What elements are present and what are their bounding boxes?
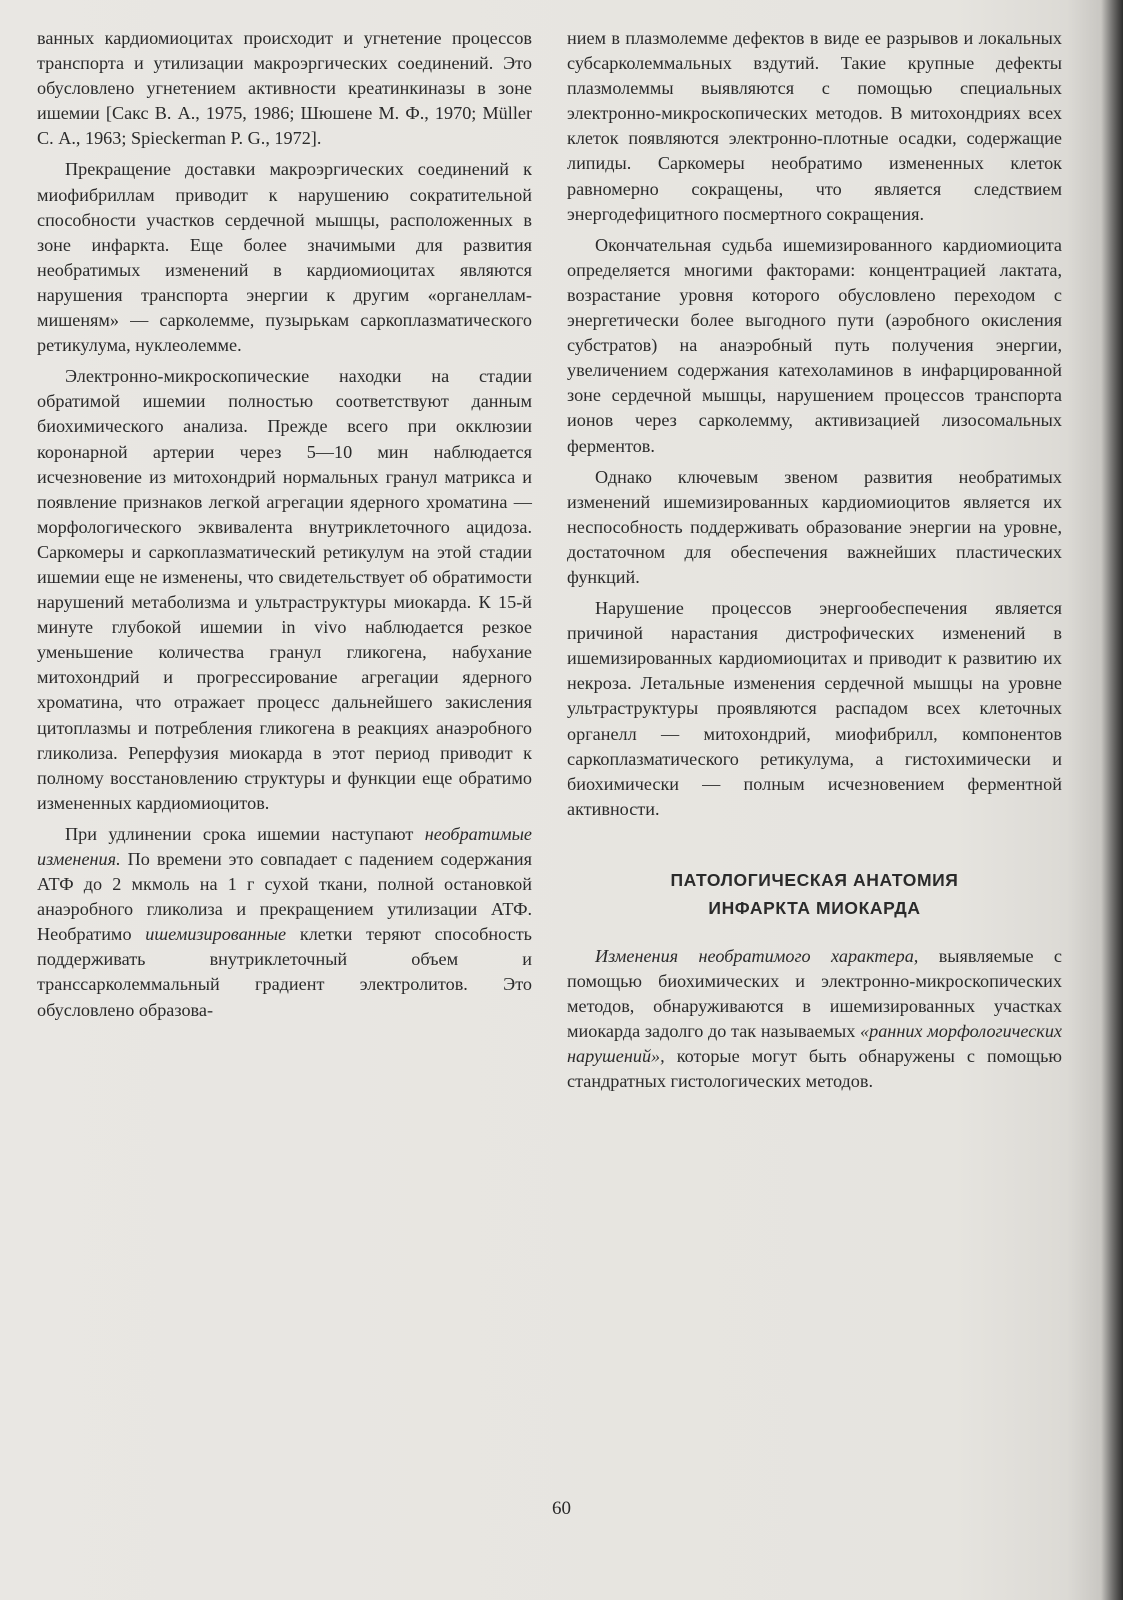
page-edge-shadow	[1101, 0, 1123, 1600]
italic-text: ишемизированные	[145, 924, 287, 945]
text-run: Прекращение доставки макроэргических соединений к миофибриллам приводит к нарушению сократительной способности участков сердечной мышцы, расположенных в зоне инфаркта. Еще более значимыми для развития необратимых изменений в кардиомиоцитах являются нарушения транспорта энергии к другим «органеллам-мишеням» — сарколемме, пузырькам саркоплазматического ретикулума, нуклеолемме.	[37, 159, 532, 356]
section-heading	[567, 866, 1062, 922]
text-run: При удлинении срока ишемии наступают	[65, 823, 425, 844]
paragraph	[567, 465, 1062, 590]
text-run: Однако ключевым звеном развития необратимых изменений ишемизированных кардиомиоцитов является их неспособность поддерживать образование энергии на уровне, достаточном для обеспечения важнейших пластических функций.	[567, 466, 1062, 587]
paragraph	[567, 944, 1062, 1095]
text-run: клетки теряют способность поддерживать внутриклеточный объем и транссарколеммальный градиент электролитов. Это обусловлено образова-	[37, 924, 532, 1020]
paragraph	[37, 26, 532, 151]
left-text-column	[37, 26, 532, 1023]
italic-text: Изменения необратимого характера,	[595, 945, 919, 966]
paragraph	[37, 157, 532, 358]
section-heading-line2: ИНФАРКТА МИОКАРДА	[708, 897, 921, 918]
text-run: По времени это совпадает с падением содержания АТФ до 2 мкмоль на 1 г сухой ткани, полной остановкой анаэробного гликолиза и прекращением утилизации АТФ. Необратимо	[37, 849, 532, 945]
text-run: нием в плазмолемме дефектов в виде ее разрывов и локальных субсарколеммальных вздутий. Такие крупные дефекты плазмолеммы выявляются с помощью специальных электронно-микроскопических методов. В митохондриях всех клеток появляются электронно-плотные осадки, содержащие липиды. Саркомеры необратимо измененных клеток равномерно сокращены, что является следствием энергодефицитного посмертного сокращения.	[567, 28, 1062, 224]
italic-text: «ранних морфологических нарушений»,	[567, 1021, 1062, 1067]
text-run: ванных кардиомиоцитах происходит и угнетение процессов транспорта и утилизации макроэргических соединений. Это обусловлено угнетением активности креатинкиназы в зоне ишемии [Сакс В. А., 1975, 1986; Шюшене М. Ф., 1970; Müller С. А., 1963; Spieckerman P. G., 1972].	[37, 28, 532, 149]
right-column-top-paragraphs	[567, 26, 1062, 822]
text-run: Окончательная судьба ишемизированного кардиомиоцита определяется многими факторами: концентрацией лактата, возрастание уровня которого обусловлено переходом с энергетически более выгодного пути (аэробного окисления субстратов) на анаэробный путь получения энергии, увеличением содержания катехоламинов в инфарцированной зоне сердечной мышцы, нарушением процессов транспорта ионов через сарколемму, активизацией лизосомальных ферментов.	[567, 234, 1062, 456]
right-text-column	[567, 26, 1062, 1094]
text-run: выявляемые с помощью биохимических и электронно-микроскопических методов, обнаруживаются в ишемизированных участках миокарда задолго до так называемых	[567, 945, 1062, 1042]
paragraph	[567, 596, 1062, 822]
paragraph	[567, 233, 1062, 459]
text-run: которые могут быть обнаружены с помощью стандратных гистологических методов.	[567, 1046, 1062, 1092]
page-number: 60	[552, 1498, 571, 1519]
right-column-bottom-paragraphs	[567, 944, 1062, 1095]
section-heading-line1: ПАТОЛОГИЧЕСКАЯ АНАТОМИЯ	[670, 869, 959, 890]
italic-text: необратимые изменения.	[37, 823, 532, 869]
text-run: Нарушение процессов энергообеспечения является причиной нарастания дистрофических изменений в ишемизированных кардиомиоцитах и приводит к развитию их некроза. Летальные изменения сердечной мышцы на уровне ультраструктуры проявляются распадом всех клеточных органелл — митохондрий, миофибрилл, компонентов саркоплазматического ретикулума, а гистохимически и биохимически — полным исчезновением ферментной активности.	[567, 598, 1062, 819]
paragraph	[37, 822, 532, 1023]
text-run: Электронно-микроскопические находки на стадии обратимой ишемии полностью соответствуют данным биохимического анализа. Прежде всего при окклюзии коронарной артерии через 5—10 мин наблюдается исчезновение из митохондрий нормальных гранул матрикса и появление признаков легкой агрегации ядерного хроматина — морфологического эквивалента внутриклеточного ацидоза. Саркомеры и саркоплазматический ретикулум на этой стадии ишемии еще не изменены, что свидетельствует об обратимости нарушений метаболизма и ультраструктуры миокарда. К 15-й минуте глубокой ишемии in vivo наблюдается резкое уменьшение количества гранул гликогена, набухание митохондрий и прогрессирование агрегации ядерного хроматина, что отражает процесс дальнейшего закисления цитоплазмы и потребления гликогена в реакциях анаэробного гликолиза. Реперфузия миокарда в этот период приводит к полному восстановлению структуры и функции еще обратимо измененных кардиомиоцитов.	[37, 366, 532, 813]
paragraph	[567, 26, 1062, 227]
paragraph	[37, 364, 532, 816]
